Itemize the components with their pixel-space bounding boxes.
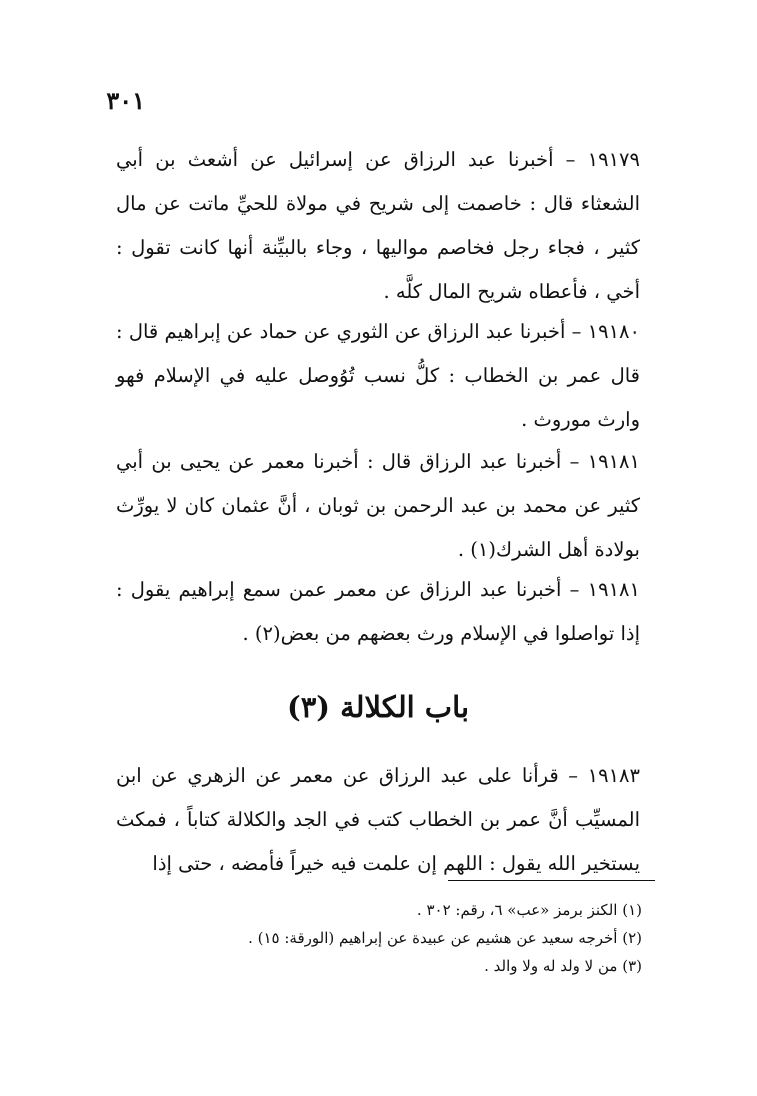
chapter-heading: باب الكلالة (٣)	[286, 690, 470, 724]
footnote-3: (٣) من لا ولد له ولا والد .	[484, 957, 642, 975]
footnote-divider	[448, 880, 655, 881]
hadith-19180: ١٩١٨٠ – أخبرنا عبد الرزاق عن الثوري عن حماد عن إبراهيم قال : قال عمر بن الخطاب : كلُّ نسب تُوُوصل عليه في الإسلام فهو وارث موروث .	[116, 320, 640, 431]
footnote-1: (١) الكنز برمز «عب» ٦، رقم: ٣٠٢ .	[416, 901, 642, 919]
footnote-2: (٢) أخرجه سعيد عن هشيم عن عبيدة عن إبراهيم (الورقة: ١٥) .	[248, 929, 642, 947]
footnotes	[160, 896, 642, 980]
page-number: ٣٠١	[106, 86, 145, 115]
hadith-19179: ١٩١٧٩ – أخبرنا عبد الرزاق عن إسرائيل عن أشعث بن أبي الشعثاء قال : خاصمت إلى شريح في مولاة للحيِّ ماتت عن مال كثير ، فجاء رجل فخاصم مواليها ، وجاء بالبيِّنة أنها كانت تقول : أخي ، فأعطاه شريح المال كلَّه .	[116, 148, 640, 303]
hadith-19183: ١٩١٨٣ – قرأنا على عبد الرزاق عن معمر عن الزهري عن ابن المسيِّب أنَّ عمر بن الخطاب كتب في الجد والكلالة كتاباً ، فمكث يستخير الله يقول : اللهم إن علمت فيه خيراً فأمضه ، حتى إذا	[116, 764, 640, 875]
hadith-19181-second: ١٩١٨١ – أخبرنا عبد الرزاق عن معمر عمن سمع إبراهيم يقول : إذا تواصلوا في الإسلام ورث بعضهم من بعض(٢) .	[116, 578, 640, 645]
hadith-19181: ١٩١٨١ – أخبرنا عبد الرزاق قال : أخبرنا معمر عن يحيى بن أبي كثير عن محمد بن عبد الرحمن بن ثوبان ، أنَّ عثمان كان لا يورِّث بولادة أهل الشرك(١) .	[116, 450, 640, 561]
